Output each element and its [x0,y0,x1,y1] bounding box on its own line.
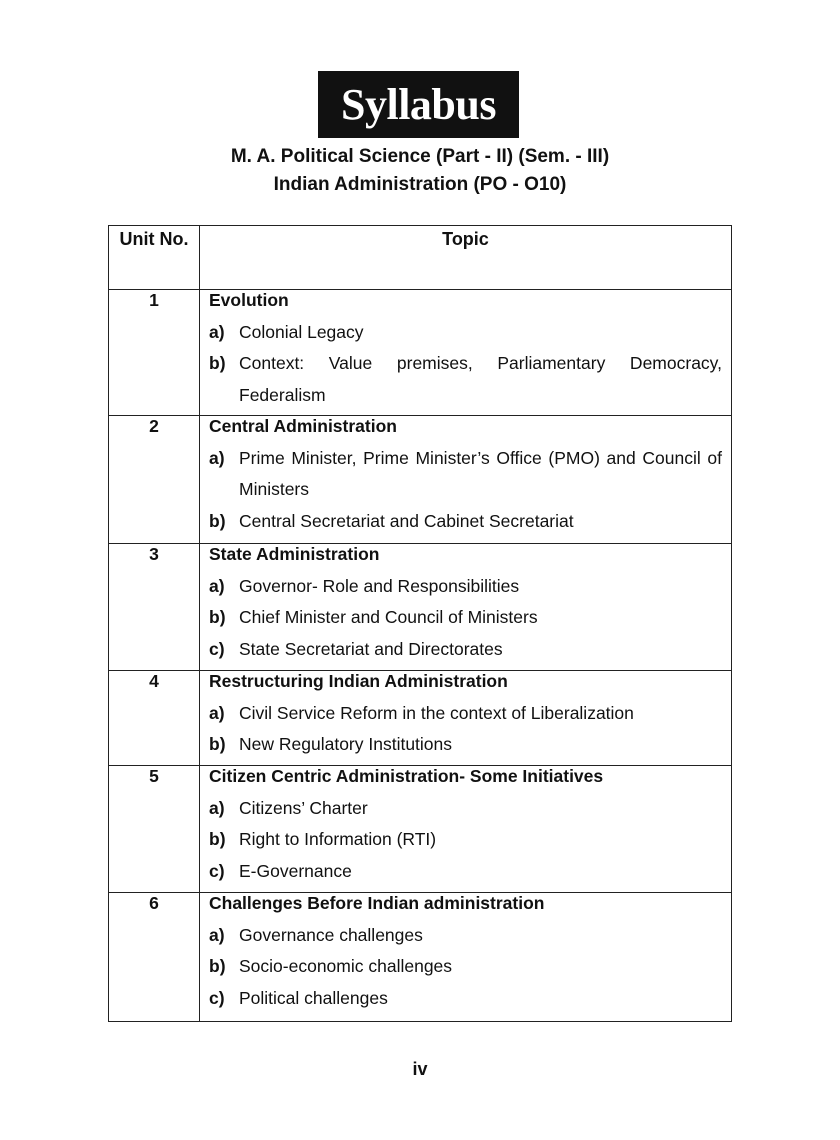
topic-item [209,856,722,888]
item-text: Governance challenges [239,924,423,945]
topic-cell [200,544,732,671]
syllabus-logo: Syllabus [318,71,519,138]
unit-title: State Administration [209,544,380,564]
item-text: Governor- Role and Responsibilities [239,575,520,596]
paper-title: Indian Administration (PO - O10) [273,174,567,195]
topic-item [209,729,722,761]
item-text: Central Secretariat and Cabinet Secretariat [239,511,574,532]
unit-number-text: 3 [149,544,159,564]
topic-item [209,793,722,825]
item-text: Prime Minister, Prime Minister’s Office (PMO) and Council of Ministers [239,447,722,500]
item-label: a) [209,321,225,342]
topic-item [209,443,722,506]
unit-title: Evolution [209,290,289,310]
table-row [109,671,732,766]
item-text: Colonial Legacy [239,321,364,342]
item-label: a) [209,447,225,468]
item-text: Political challenges [239,988,388,1009]
item-text: E-Governance [239,861,352,882]
item-text: Civil Service Reform in the context of Liberalization [239,702,634,723]
item-text: State Secretariat and Directorates [239,639,503,660]
item-label: b) [209,829,226,850]
unit-number [109,290,200,416]
topic-item [209,348,722,411]
topic-item [209,920,722,952]
unit-number [109,544,200,671]
topic-item [209,951,722,983]
unit-number [109,671,200,766]
item-label: b) [209,956,226,977]
unit-number-text: 1 [149,290,159,310]
table-row [109,290,732,416]
topic-item [209,634,722,666]
item-label: c) [209,988,225,1009]
item-label: a) [209,797,225,818]
item-label: b) [209,734,226,755]
topic-item [209,506,722,538]
unit-title: Challenges Before Indian administration [209,893,545,913]
item-text: Socio-economic challenges [239,956,453,977]
course-title: M. A. Political Science (Part - II) (Sem. - III) [230,146,610,167]
syllabus-table [108,225,732,1022]
item-text: Chief Minister and Council of Ministers [239,607,538,628]
unit-number-text: 6 [149,893,159,913]
topic-cell [200,766,732,893]
table-row [109,544,732,671]
item-label: a) [209,575,225,596]
unit-number [109,766,200,893]
unit-number [109,893,200,1022]
unit-title: Citizen Centric Administration- Some Initiatives [209,766,604,786]
unit-number-text: 2 [149,416,159,436]
topic-item [209,983,722,1015]
item-text: Citizens’ Charter [239,797,368,818]
unit-title: Central Administration [209,416,397,436]
topic-item [209,698,722,730]
item-label: a) [209,702,225,723]
item-label: c) [209,861,225,882]
unit-number-text: 4 [149,671,159,691]
item-label: c) [209,639,225,660]
unit-number-text: 5 [149,766,159,786]
item-label: b) [209,607,226,628]
topic-cell [200,893,732,1022]
topic-item [209,571,722,603]
topic-item [209,824,722,856]
header-topic: Topic [200,226,732,290]
topic-cell [200,416,732,544]
table-row [109,766,732,893]
item-text: New Regulatory Institutions [239,734,453,755]
item-text: Context: Value premises, Parliamentary Democracy, Federalism [239,353,722,406]
unit-title: Restructuring Indian Administration [209,671,508,691]
unit-number [109,416,200,544]
topic-cell [200,290,732,416]
page-number: iv [412,1059,428,1079]
table-header-row [109,226,732,290]
header-unit-no: Unit No. [109,226,200,290]
table-row [109,893,732,1022]
item-text: Right to Information (RTI) [239,829,437,850]
item-label: b) [209,511,226,532]
topic-cell [200,671,732,766]
topic-item [209,602,722,634]
table-row [109,416,732,544]
item-label: a) [209,924,225,945]
topic-item [209,317,722,349]
item-label: b) [209,353,226,374]
